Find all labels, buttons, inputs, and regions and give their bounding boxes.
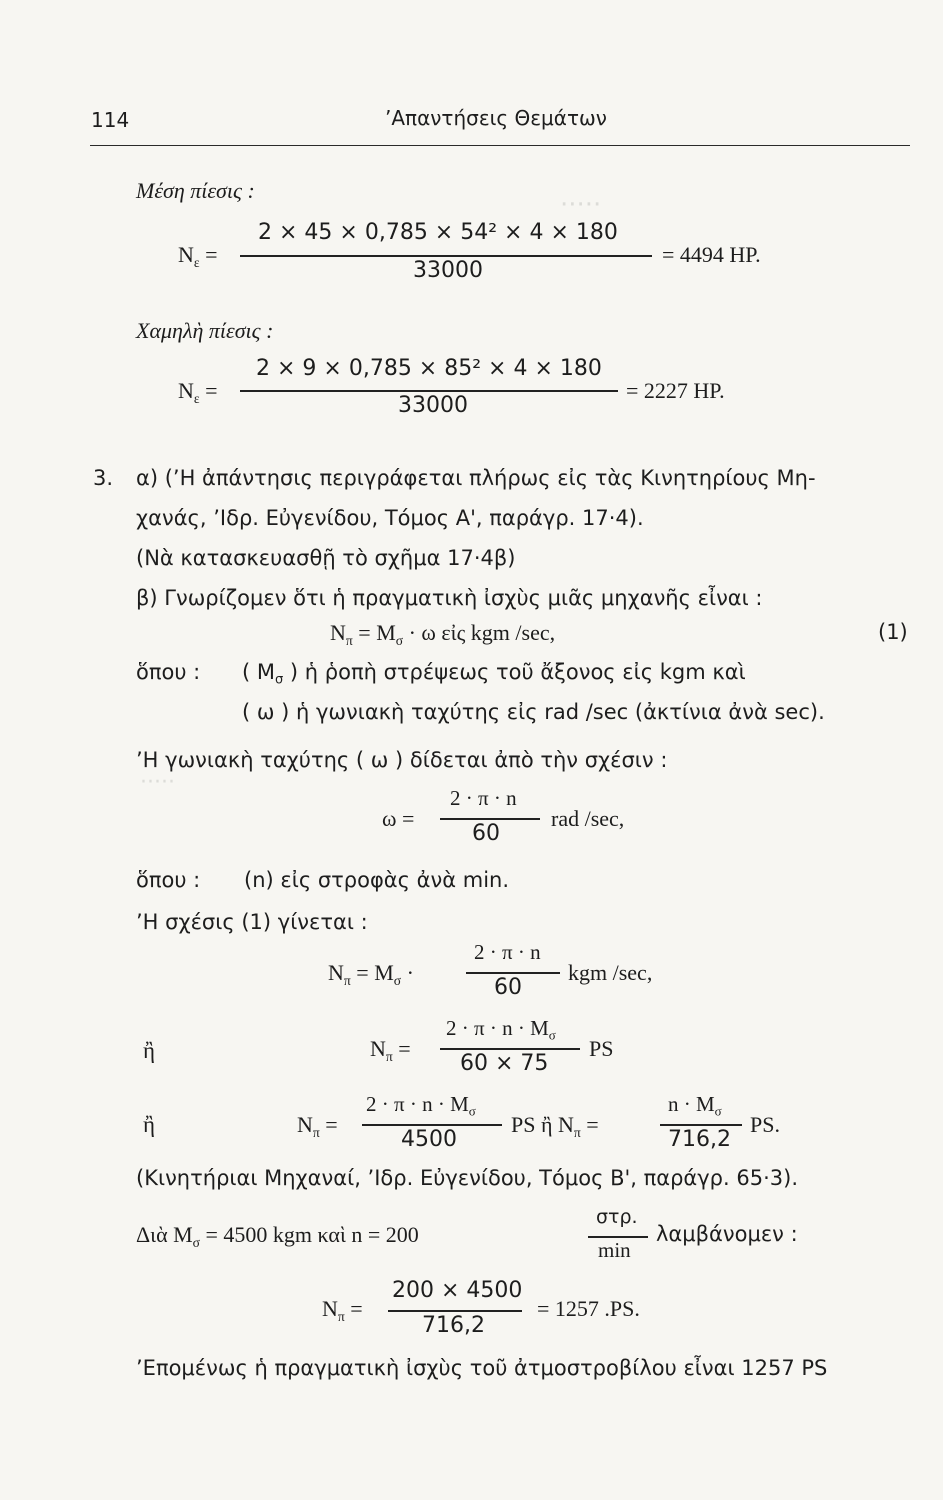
fraction-bar: [388, 1310, 522, 1312]
header-rule: [90, 145, 910, 146]
fraction-numerator: $2 \cdot \pi \cdot n \cdot M_\sigma$: [366, 1092, 476, 1119]
or-symbol: ἢ: [143, 1038, 156, 1063]
ps-lhs: $N_\pi$ =: [370, 1036, 411, 1064]
fraction-bar: [240, 255, 652, 257]
result-value: = 4494 HP.: [662, 242, 761, 267]
bleed-through-texture: ·····: [140, 770, 175, 795]
fraction-denominator: 716,2: [668, 1127, 731, 1152]
text-line: χανάς, ’Ιδρ. Εὐγενίδου, Τόμος Α', παράγρ. 17·4).: [136, 506, 644, 530]
or-symbol: ἢ: [143, 1112, 156, 1137]
ps-lhs: $N_\pi$ =: [297, 1112, 338, 1140]
definition-line: ( $M_\sigma$ ) ἡ ῥοπὴ στρέψεως τοῦ ἄξονος εἰς kgm καὶ: [242, 660, 746, 688]
fraction-bar: [660, 1124, 742, 1126]
fraction-numerator: 200 × 4500: [392, 1278, 523, 1303]
text-line: ’Η γωνιακὴ ταχύτης ( ω ) δίδεται ἀπὸ τὴν σχέσιν :: [136, 748, 668, 772]
text-line: (Νὰ κατασκευασθῇ τὸ σχῆμα 17·4β): [136, 546, 516, 570]
item-number: 3.: [93, 466, 114, 490]
omega-lhs: ω =: [382, 806, 415, 831]
opou-label: ὅπου :: [136, 868, 201, 892]
fraction-denominator: min: [598, 1238, 631, 1262]
result-value: = 2227 HP.: [626, 378, 725, 403]
reference-line: (Κινητήριαι Μηχαναί, ’Ιδρ. Εὐγενίδου, Τόμος Β', παράγρ. 65·3).: [136, 1166, 798, 1190]
n-epsilon-symbol: $N_\varepsilon$ =: [178, 378, 218, 406]
unit-label: rad /sec,: [551, 806, 625, 831]
fraction-numerator: 2 · π · n: [450, 786, 517, 810]
definition-line: ( ω ) ἡ γωνιακὴ ταχύτης εἰς rad /sec (ἀκτίνια ἀνὰ sec).: [242, 700, 825, 724]
text-line: α) (’Η ἀπάντησις περιγράφεται πλήρως εἰς τὰς Κινητηρίους Μη-: [136, 466, 816, 490]
text-line: β) Γνωρίζομεν ὅτι ἡ πραγματικὴ ἰσχὺς μιᾶς μηχανῆς εἶναι :: [136, 586, 763, 610]
fraction-bar: [440, 818, 540, 820]
section-heading-low: Χαμηλὴ πίεσις :: [136, 318, 274, 343]
conclusion-line: ’Επομένως ἡ πραγματικὴ ἰσχὺς τοῦ ἀτμοστροβίλου εἶναι 1257 PS: [136, 1356, 828, 1380]
bleed-through-texture: ·····: [560, 190, 602, 220]
fraction-numerator: 2 · π · n: [474, 940, 541, 964]
fraction-denominator: 60: [494, 975, 522, 1000]
section-heading-mid: Μέση πίεσις :: [136, 178, 255, 203]
fraction-numerator: στρ.: [596, 1206, 638, 1228]
definition-line: (n) εἰς στροφὰς ἀνὰ min.: [244, 868, 510, 892]
running-title: ’Απαντήσεις Θεμάτων: [385, 106, 607, 130]
equation-tag: (1): [878, 620, 908, 644]
fraction-denominator: 33000: [398, 393, 468, 418]
unit-label: kgm /sec,: [568, 960, 653, 985]
fraction-numerator: $2 \cdot \pi \cdot n \cdot M_\sigma$: [446, 1016, 556, 1043]
fraction-numerator: 2 × 45 × 0,785 × 54² × 4 × 180: [258, 220, 618, 245]
fraction-denominator: 4500: [401, 1127, 457, 1152]
result-value: = 1257 .PS.: [537, 1296, 640, 1321]
unit-label: PS.: [750, 1112, 780, 1137]
given-values: Διὰ $M_\sigma = 4500$ kgm καὶ n = 200: [136, 1222, 419, 1250]
final-lhs: $N_\pi$ =: [322, 1296, 363, 1324]
fraction-bar: [440, 1048, 580, 1050]
unit-label: PS: [589, 1036, 614, 1061]
fraction-numerator: 2 × 9 × 0,785 × 85² × 4 × 180: [256, 356, 602, 381]
fraction-denominator: 33000: [413, 258, 483, 283]
ps-middle: PS ἢ $N_\pi$ =: [511, 1112, 599, 1140]
text-line: ’Η σχέσις (1) γίνεται :: [136, 910, 368, 934]
fraction-numerator: $n \cdot M_\sigma$: [668, 1092, 722, 1119]
opou-label: ὅπου :: [136, 660, 201, 684]
fraction-denominator: 60: [472, 821, 500, 846]
fraction-denominator: 60 × 75: [460, 1051, 549, 1076]
fraction-bar: [362, 1124, 502, 1126]
fraction-denominator: 716,2: [422, 1313, 485, 1338]
text-line: λαμβάνομεν :: [656, 1222, 798, 1246]
fraction-bar: [240, 390, 618, 392]
page-number: 114: [91, 108, 130, 132]
relation-lhs: $N_\pi = M_\sigma$ ·: [328, 960, 414, 988]
fraction-bar: [466, 972, 560, 974]
equation-1: $N_\pi = M_\sigma \cdot \omega$ εἰς kgm /sec,: [330, 620, 556, 648]
n-epsilon-symbol: $N_\varepsilon$ =: [178, 242, 218, 270]
